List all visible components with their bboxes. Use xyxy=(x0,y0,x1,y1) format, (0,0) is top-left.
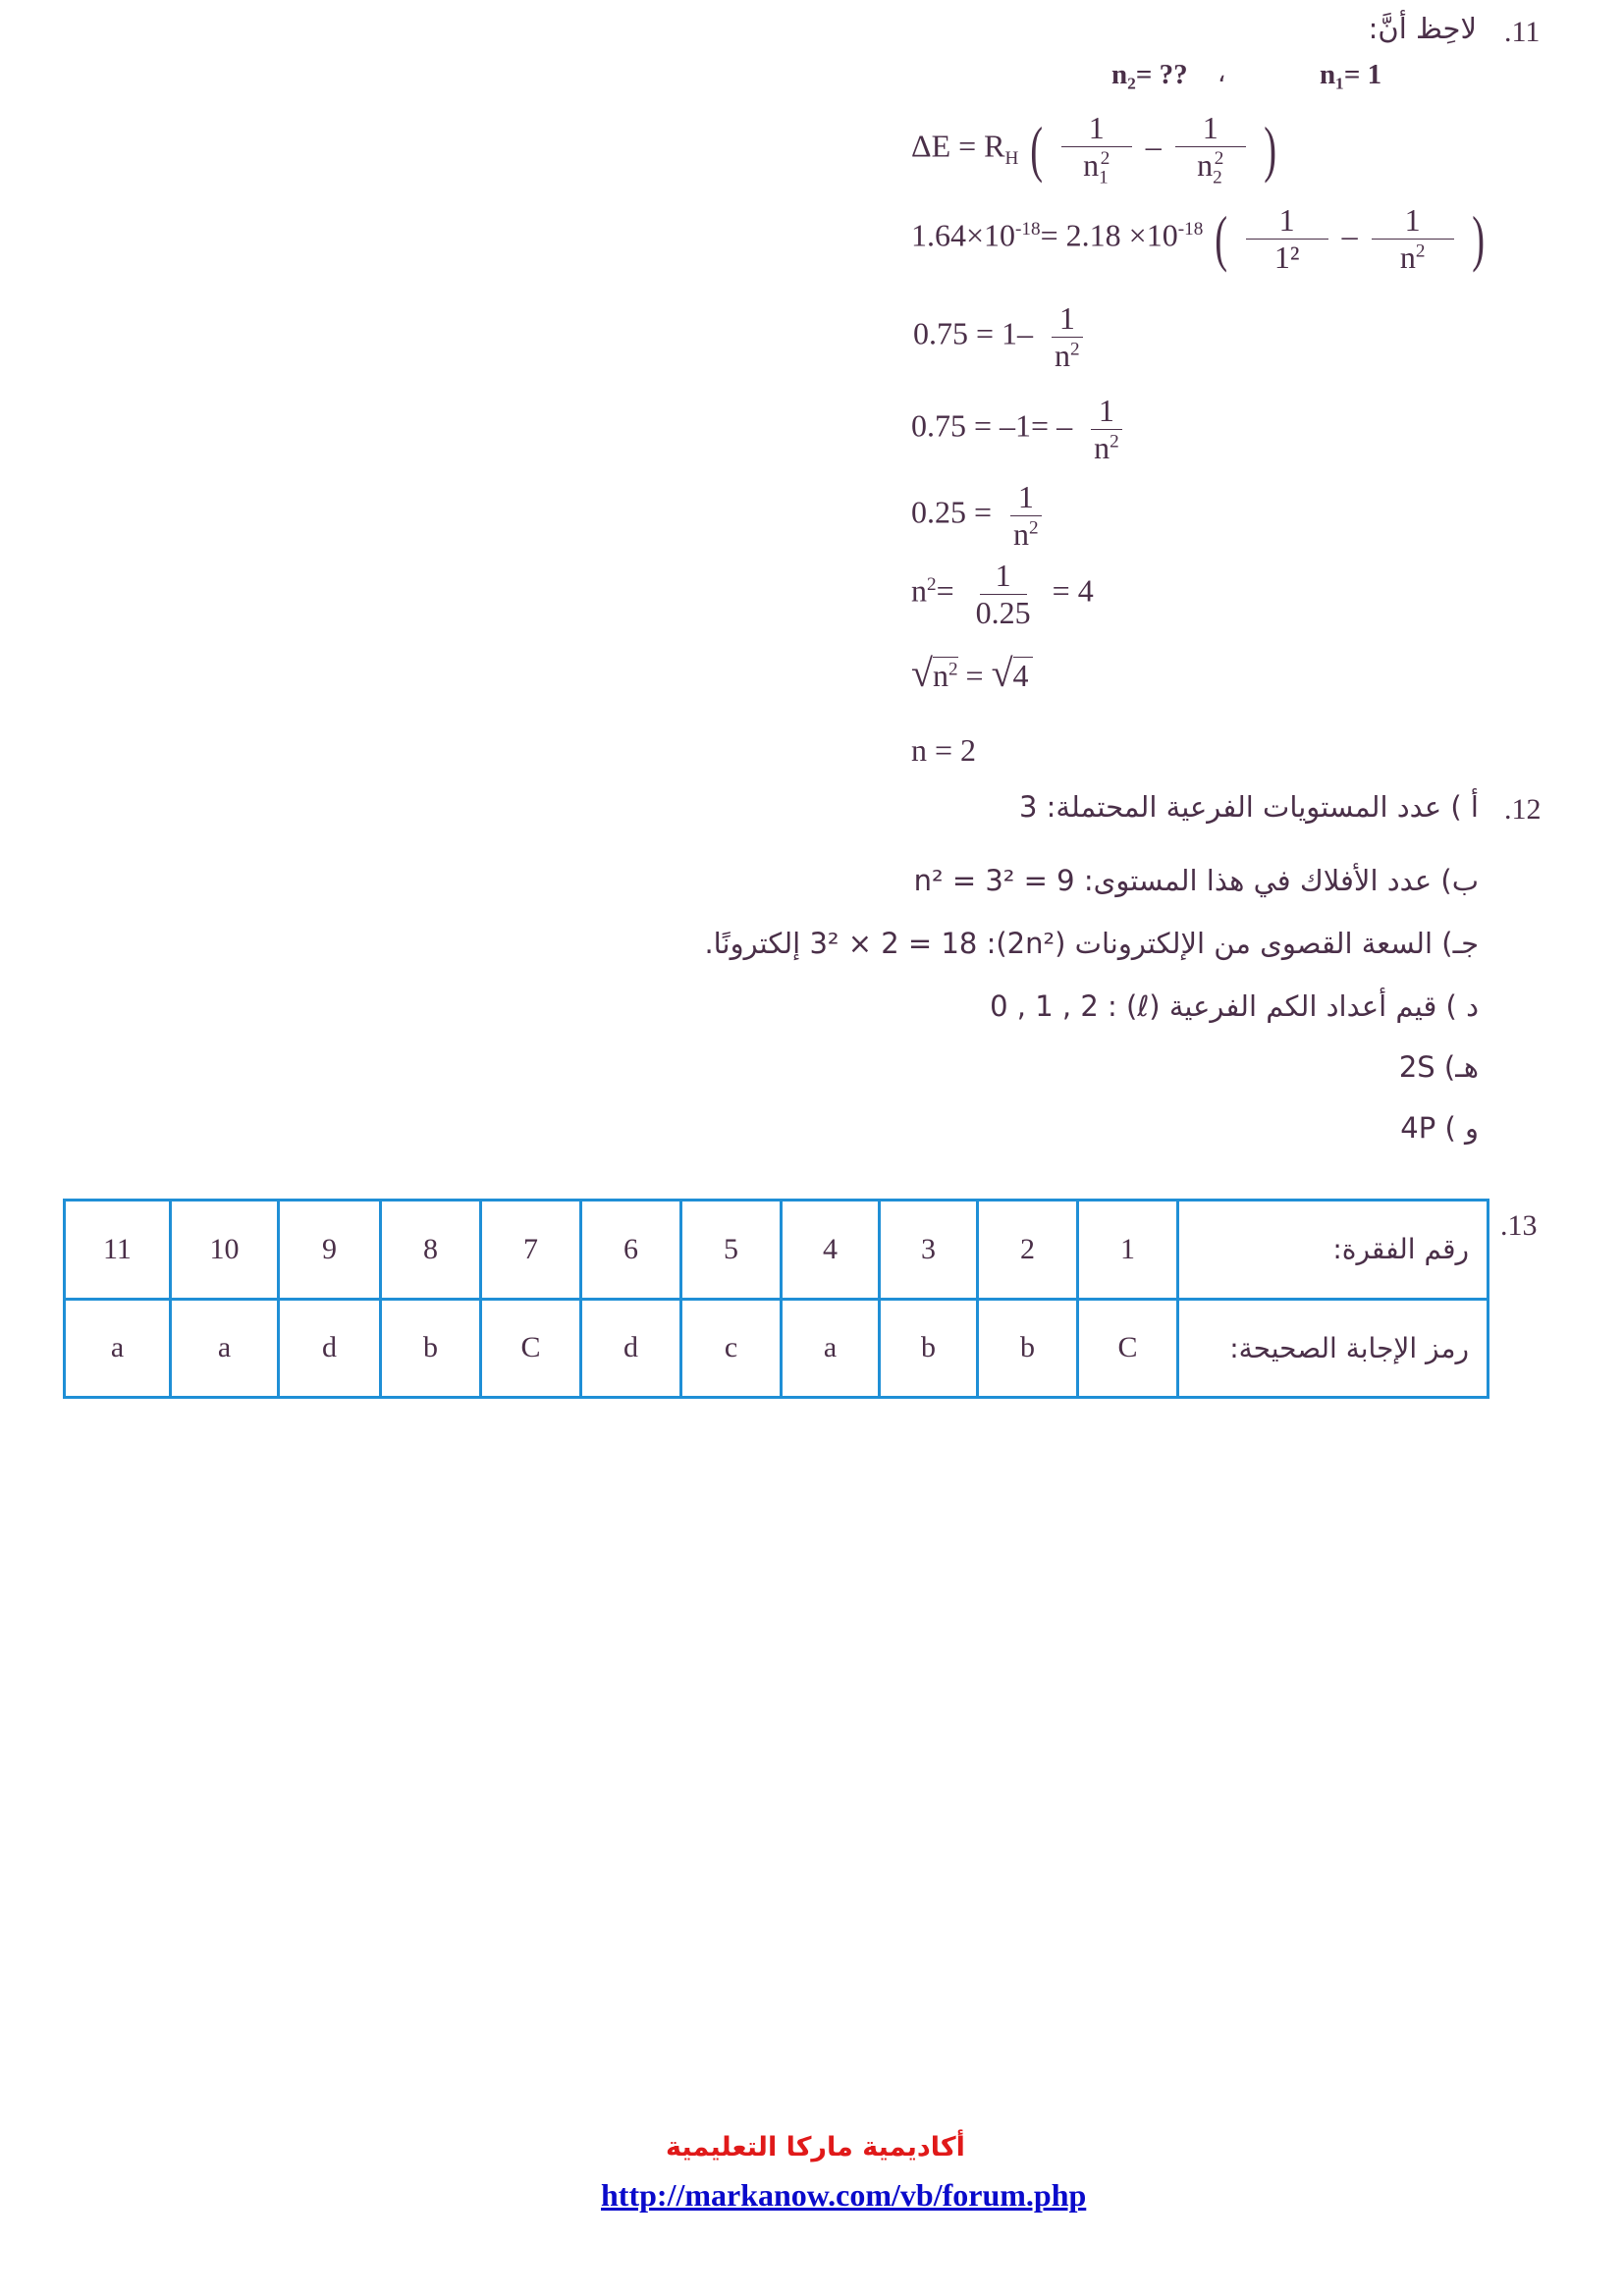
step-6: $n^2=$ $\frac{1}{0.25}$ = 4 xyxy=(911,558,1094,630)
table-cell: 5 xyxy=(681,1201,782,1300)
q12-part-c: جـ) السعة القصوى من الإلكترونات (2n²): 3² × 2 = 18 إلكترونًا. xyxy=(704,927,1479,960)
question-11-heading: لاحِظ أنَّ: xyxy=(1368,12,1477,45)
frac-denominator: $n^2$ xyxy=(1094,429,1119,465)
minus-sign: – xyxy=(1145,128,1162,164)
step-8-result: n = 2 xyxy=(911,732,977,768)
left-paren: ( xyxy=(1215,203,1228,274)
step-6-lhs: n xyxy=(911,572,927,609)
table-cell: 9 xyxy=(279,1201,381,1300)
sqrt-icon: √ xyxy=(991,651,1013,695)
fraction-1-over-1sq xyxy=(1246,202,1328,276)
q12-part-e: هـ) 2S xyxy=(1398,1050,1479,1084)
table-cell: b xyxy=(978,1299,1078,1398)
q12-part-f: و ) 4P xyxy=(1400,1111,1479,1145)
n1-given: n₁= 1 xyxy=(1320,59,1382,90)
frac-denominator: $n^2$ xyxy=(1399,239,1426,275)
q12-part-d: د ) قيم أعداد الكم الفرعية (ℓ) : 0 , 1 , 2 xyxy=(990,989,1479,1023)
answer-key-table xyxy=(63,1199,1489,1399)
step-3-lhs: 0.75 = 1– xyxy=(913,315,1034,351)
eq2-lhs: 1.64×10 xyxy=(911,217,1016,253)
question-11-number: .11 xyxy=(1504,16,1541,48)
fraction-1-over-nsq xyxy=(1086,393,1127,466)
q12-part-a: أ ) عدد المستويات الفرعية المحتملة: 3 xyxy=(1018,790,1479,824)
question-13-number: .13 xyxy=(1500,1209,1538,1242)
frac-denominator: $n_2^2$ xyxy=(1197,146,1224,188)
table-cell: C xyxy=(481,1299,581,1398)
frac-numerator: 1 xyxy=(1061,110,1132,147)
fraction-1-over-nsq xyxy=(1047,300,1088,374)
table-cell: 7 xyxy=(481,1201,581,1300)
table-cell: 10 xyxy=(171,1201,279,1300)
fraction-1-over-025 xyxy=(968,558,1039,631)
sqrt-icon: √ xyxy=(911,651,933,695)
frac-denominator: $n^2$ xyxy=(1055,337,1080,373)
table-cell: a xyxy=(65,1299,171,1398)
table-cell: d xyxy=(581,1299,681,1398)
footer-forum-link[interactable]: http://markanow.com/vb/forum.php xyxy=(601,2177,1087,2213)
table-row-answers xyxy=(65,1299,1489,1398)
frac-numerator: 1 xyxy=(1052,300,1083,338)
left-paren: ( xyxy=(1030,114,1044,185)
right-paren: ) xyxy=(1471,203,1485,274)
frac-numerator: 1 xyxy=(980,558,1027,595)
table-cell: 8 xyxy=(381,1201,481,1300)
table-cell: b xyxy=(880,1299,978,1398)
step-7-sqrt: $√n^2 = √4$ xyxy=(911,650,1033,696)
frac-numerator: 1 xyxy=(1246,202,1328,240)
minus-sign: – xyxy=(1341,217,1358,253)
q12-part-b: ب) عدد الأفلاك في هذا المستوى: n² = 3² = 9 xyxy=(913,864,1479,897)
table-cell: c xyxy=(681,1299,782,1398)
frac-numerator: 1 xyxy=(1175,110,1246,147)
table-cell: a xyxy=(171,1299,279,1398)
frac-denominator: 0.25 xyxy=(975,594,1031,630)
table-cell: 6 xyxy=(581,1201,681,1300)
table-row-item-numbers xyxy=(65,1201,1489,1300)
frac-numerator: 1 xyxy=(1372,202,1454,240)
energy-substitution xyxy=(911,202,1489,276)
footer-academy-title: أكاديمية ماركا التعليمية xyxy=(666,2132,965,2163)
fraction-1-over-nsq xyxy=(1372,202,1454,276)
step-3 xyxy=(913,300,1094,374)
table-cell: 11 xyxy=(65,1201,171,1300)
step-4 xyxy=(911,393,1133,466)
table-cell: 4 xyxy=(782,1201,880,1300)
fraction-1-over-nsq xyxy=(1005,479,1047,553)
table-cell: d xyxy=(279,1299,381,1398)
frac-denominator: 1² xyxy=(1273,239,1300,275)
rydberg-lhs: ΔE = R xyxy=(911,128,1005,164)
question-12-number: .12 xyxy=(1504,793,1542,826)
step-5-lhs: 0.25 = xyxy=(911,494,993,530)
eq2-mid: = 2.18 ×10 xyxy=(1040,217,1178,253)
table-row-header: رمز الإجابة الصحيحة: xyxy=(1178,1299,1489,1398)
step-6-tail: = 4 xyxy=(1052,572,1094,609)
eq2-exp1: -18 xyxy=(1015,218,1041,240)
step-5 xyxy=(911,479,1053,553)
n2-given: n₂= ?? xyxy=(1111,59,1188,90)
table-cell: a xyxy=(782,1299,880,1398)
right-paren: ) xyxy=(1263,114,1276,185)
frac-numerator: 1 xyxy=(1091,393,1122,430)
table-cell: C xyxy=(1078,1299,1178,1398)
fraction-1-over-n2sq xyxy=(1175,110,1246,188)
comma-separator: ، xyxy=(1218,59,1226,87)
eq2-exp2: -18 xyxy=(1177,218,1204,240)
step-4-lhs: 0.75 = –1= – xyxy=(911,407,1073,444)
frac-denominator: $n^2$ xyxy=(1013,515,1039,552)
table-cell: 2 xyxy=(978,1201,1078,1300)
table-row-header: رقم الفقرة: xyxy=(1178,1201,1489,1300)
fraction-1-over-n1sq xyxy=(1061,110,1132,188)
frac-numerator: 1 xyxy=(1010,479,1042,516)
rydberg-sub: H xyxy=(1004,147,1019,169)
rydberg-equation xyxy=(911,110,1280,188)
frac-denominator: $n_1^2$ xyxy=(1083,146,1110,188)
table-cell: 1 xyxy=(1078,1201,1178,1300)
table-cell: b xyxy=(381,1299,481,1398)
table-cell: 3 xyxy=(880,1201,978,1300)
